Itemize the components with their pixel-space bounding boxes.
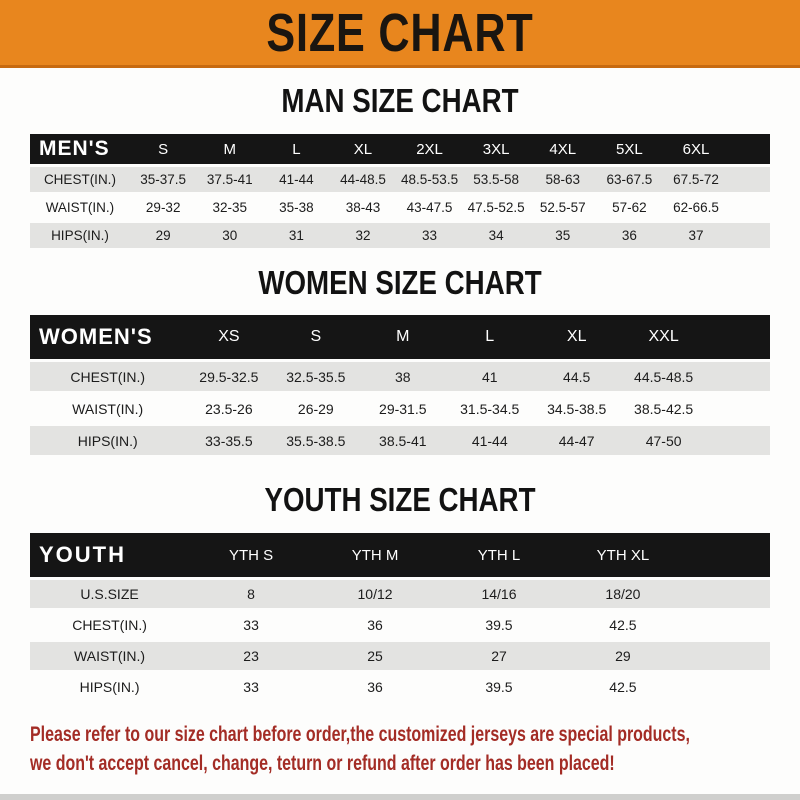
size-column-header: XS bbox=[185, 315, 272, 359]
size-column-header: S bbox=[272, 315, 359, 359]
size-value-cell: 29-32 bbox=[130, 195, 197, 220]
size-value-cell: 31.5-34.5 bbox=[446, 394, 533, 423]
size-value-cell: 44-47 bbox=[533, 426, 620, 455]
size-value-cell: 35-38 bbox=[263, 195, 330, 220]
size-column-header: XXL bbox=[620, 315, 707, 359]
size-column-header: 2XL bbox=[396, 134, 463, 164]
row-spacer-cell bbox=[729, 195, 770, 220]
size-value-cell: 44.5-48.5 bbox=[620, 362, 707, 391]
size-value-cell: 38.5-42.5 bbox=[620, 394, 707, 423]
size-value-cell: 36 bbox=[596, 223, 663, 248]
size-value-cell: 8 bbox=[189, 580, 313, 608]
size-value-cell: 48.5-53.5 bbox=[396, 167, 463, 192]
header-spacer-cell bbox=[685, 533, 770, 577]
size-column-header: L bbox=[446, 315, 533, 359]
size-value-cell: 32.5-35.5 bbox=[272, 362, 359, 391]
table-title-cell: WOMEN'S bbox=[30, 315, 185, 359]
size-value-cell: 39.5 bbox=[437, 673, 561, 701]
size-row bbox=[30, 611, 770, 639]
size-value-cell: 29 bbox=[130, 223, 197, 248]
youth-size-section bbox=[0, 482, 800, 704]
row-spacer-cell bbox=[685, 642, 770, 670]
size-column-header: 5XL bbox=[596, 134, 663, 164]
size-value-cell: 57-62 bbox=[596, 195, 663, 220]
size-value-cell: 52.5-57 bbox=[529, 195, 596, 220]
row-label-cell: U.S.SIZE bbox=[30, 580, 189, 608]
row-label-cell: HIPS(IN.) bbox=[30, 673, 189, 701]
size-value-cell: 36 bbox=[313, 673, 437, 701]
size-column-header: 3XL bbox=[463, 134, 530, 164]
size-value-cell: 47-50 bbox=[620, 426, 707, 455]
row-label-cell: WAIST(IN.) bbox=[30, 195, 130, 220]
row-spacer-cell bbox=[729, 167, 770, 192]
row-spacer-cell bbox=[707, 394, 770, 423]
row-spacer-cell bbox=[707, 426, 770, 455]
size-value-cell: 27 bbox=[437, 642, 561, 670]
size-column-header: S bbox=[130, 134, 197, 164]
men-size-section bbox=[0, 83, 800, 251]
size-column-header: YTH L bbox=[437, 533, 561, 577]
header-spacer-cell bbox=[729, 134, 770, 164]
size-value-cell: 35.5-38.5 bbox=[272, 426, 359, 455]
size-value-cell: 30 bbox=[196, 223, 263, 248]
size-value-cell: 33 bbox=[396, 223, 463, 248]
header-spacer-cell bbox=[707, 315, 770, 359]
size-row bbox=[30, 394, 770, 423]
size-column-header: YTH M bbox=[313, 533, 437, 577]
row-label-cell: HIPS(IN.) bbox=[30, 426, 185, 455]
youth-header-row bbox=[30, 533, 770, 577]
row-label-cell: CHEST(IN.) bbox=[30, 611, 189, 639]
size-column-header: M bbox=[196, 134, 263, 164]
size-value-cell: 29.5-32.5 bbox=[185, 362, 272, 391]
size-value-cell: 67.5-72 bbox=[663, 167, 730, 192]
size-value-cell: 10/12 bbox=[313, 580, 437, 608]
size-value-cell: 33-35.5 bbox=[185, 426, 272, 455]
size-row bbox=[30, 642, 770, 670]
row-label-cell: HIPS(IN.) bbox=[30, 223, 130, 248]
size-column-header: L bbox=[263, 134, 330, 164]
size-column-header: M bbox=[359, 315, 446, 359]
row-label-cell: CHEST(IN.) bbox=[30, 362, 185, 391]
size-row bbox=[30, 362, 770, 391]
row-spacer-cell bbox=[729, 223, 770, 248]
size-value-cell: 34.5-38.5 bbox=[533, 394, 620, 423]
size-row bbox=[30, 426, 770, 455]
size-value-cell: 18/20 bbox=[561, 580, 685, 608]
men-header-row bbox=[30, 134, 770, 164]
size-value-cell: 23 bbox=[189, 642, 313, 670]
row-label-cell: WAIST(IN.) bbox=[30, 394, 185, 423]
size-value-cell: 31 bbox=[263, 223, 330, 248]
size-value-cell: 41-44 bbox=[263, 167, 330, 192]
size-value-cell: 26-29 bbox=[272, 394, 359, 423]
size-column-header: 6XL bbox=[663, 134, 730, 164]
table-title-cell: YOUTH bbox=[30, 533, 189, 577]
size-value-cell: 42.5 bbox=[561, 611, 685, 639]
size-column-header: 4XL bbox=[529, 134, 596, 164]
size-value-cell: 63-67.5 bbox=[596, 167, 663, 192]
disclaimer-line-2: we don't accept cancel, change, teturn or refund after order has been placed! bbox=[30, 752, 615, 775]
banner-title: SIZE CHART bbox=[266, 3, 534, 63]
size-value-cell: 33 bbox=[189, 673, 313, 701]
size-value-cell: 47.5-52.5 bbox=[463, 195, 530, 220]
size-value-cell: 37.5-41 bbox=[196, 167, 263, 192]
size-row bbox=[30, 673, 770, 701]
size-value-cell: 43-47.5 bbox=[396, 195, 463, 220]
size-column-header: XL bbox=[533, 315, 620, 359]
size-value-cell: 38 bbox=[359, 362, 446, 391]
men-size-table bbox=[30, 131, 770, 251]
size-value-cell: 39.5 bbox=[437, 611, 561, 639]
size-value-cell: 33 bbox=[189, 611, 313, 639]
size-chart-banner bbox=[0, 0, 800, 68]
bottom-edge-strip bbox=[0, 794, 800, 800]
size-value-cell: 35-37.5 bbox=[130, 167, 197, 192]
women-section-heading: WOMEN SIZE CHART bbox=[258, 264, 542, 301]
size-column-header: YTH XL bbox=[561, 533, 685, 577]
women-header-row bbox=[30, 315, 770, 359]
size-value-cell: 32 bbox=[330, 223, 397, 248]
size-value-cell: 44.5 bbox=[533, 362, 620, 391]
size-value-cell: 41-44 bbox=[446, 426, 533, 455]
size-row bbox=[30, 167, 770, 192]
row-label-cell: WAIST(IN.) bbox=[30, 642, 189, 670]
size-value-cell: 34 bbox=[463, 223, 530, 248]
size-value-cell: 36 bbox=[313, 611, 437, 639]
row-spacer-cell bbox=[707, 362, 770, 391]
size-value-cell: 42.5 bbox=[561, 673, 685, 701]
size-value-cell: 62-66.5 bbox=[663, 195, 730, 220]
size-value-cell: 38-43 bbox=[330, 195, 397, 220]
youth-size-table bbox=[30, 530, 770, 704]
size-value-cell: 58-63 bbox=[529, 167, 596, 192]
size-value-cell: 37 bbox=[663, 223, 730, 248]
size-value-cell: 32-35 bbox=[196, 195, 263, 220]
table-title-cell: MEN'S bbox=[30, 134, 130, 164]
size-value-cell: 25 bbox=[313, 642, 437, 670]
size-value-cell: 35 bbox=[529, 223, 596, 248]
size-value-cell: 29-31.5 bbox=[359, 394, 446, 423]
size-row bbox=[30, 195, 770, 220]
youth-section-heading: YOUTH SIZE CHART bbox=[264, 481, 536, 518]
row-spacer-cell bbox=[685, 611, 770, 639]
row-spacer-cell bbox=[685, 580, 770, 608]
size-value-cell: 53.5-58 bbox=[463, 167, 530, 192]
size-value-cell: 44-48.5 bbox=[330, 167, 397, 192]
disclaimer-note bbox=[30, 720, 800, 778]
size-value-cell: 14/16 bbox=[437, 580, 561, 608]
women-size-table bbox=[30, 312, 770, 458]
size-value-cell: 41 bbox=[446, 362, 533, 391]
size-value-cell: 38.5-41 bbox=[359, 426, 446, 455]
size-value-cell: 29 bbox=[561, 642, 685, 670]
size-row bbox=[30, 580, 770, 608]
men-section-heading: MAN SIZE CHART bbox=[281, 82, 519, 119]
row-label-cell: CHEST(IN.) bbox=[30, 167, 130, 192]
size-column-header: XL bbox=[330, 134, 397, 164]
women-size-section bbox=[0, 265, 800, 458]
row-spacer-cell bbox=[685, 673, 770, 701]
size-column-header: YTH S bbox=[189, 533, 313, 577]
disclaimer-line-1: Please refer to our size chart before order,the customized jerseys are special products, bbox=[30, 723, 690, 746]
size-value-cell: 23.5-26 bbox=[185, 394, 272, 423]
size-row bbox=[30, 223, 770, 248]
